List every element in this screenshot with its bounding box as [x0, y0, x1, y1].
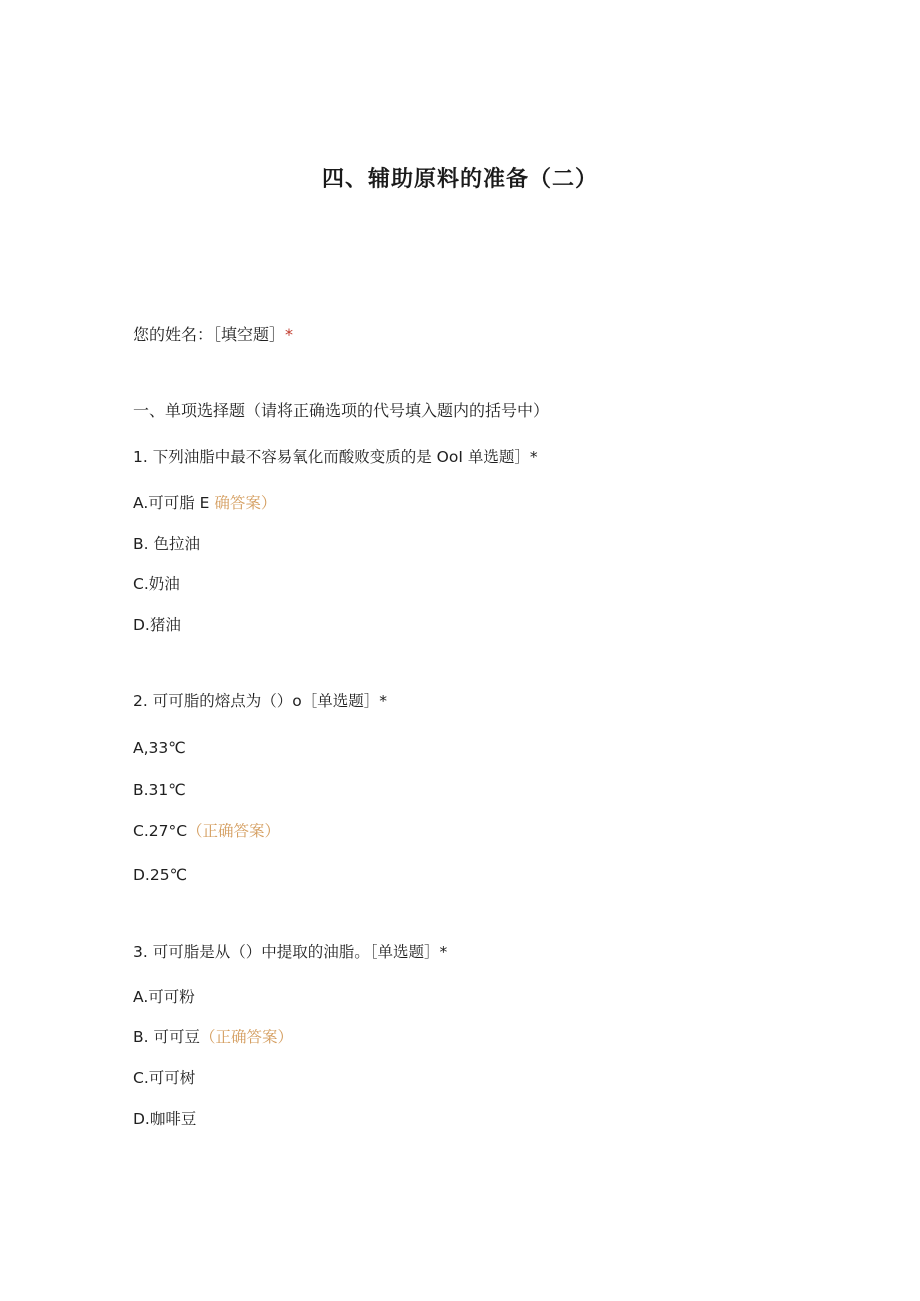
question-1-option-a: [133, 492, 276, 514]
question-1-option-b: B. 色拉油: [133, 535, 200, 553]
name-field-label: [133, 324, 293, 346]
name-field-text: 您的姓名：［填空题］: [133, 325, 286, 344]
question-3-text: 3. 可可脂是从（）中提取的油脂。［单选题］*: [133, 943, 448, 961]
question-1-text: 1. 下列油脂中最不容易氧化而酸败变质的是 OoI 单选题］*: [133, 448, 538, 466]
correct-answer-note: （正确答案）: [200, 1028, 294, 1046]
option-text: C.27°C: [133, 822, 188, 840]
required-mark: *: [285, 325, 294, 344]
correct-answer-note: 确答案）: [214, 494, 277, 512]
question-2-option-b: B.31℃: [133, 781, 186, 799]
correct-answer-note: （正确答案）: [187, 822, 281, 840]
option-text: B. 可可豆: [133, 1028, 200, 1046]
question-2-text: 2. 可可脂的熔点为（）o［单选题］*: [133, 692, 387, 710]
question-1-option-c: C.奶油: [133, 575, 180, 593]
page-title: 四、辅助原料的准备（二）: [321, 167, 598, 192]
question-2-option-c: [133, 820, 280, 842]
question-3-option-c: C.可可树: [133, 1069, 196, 1087]
question-2-option-d: D.25℃: [133, 866, 187, 884]
question-2-option-a: A,33℃: [133, 739, 186, 757]
question-3-option-a: A.可可粉: [133, 988, 195, 1006]
question-3-option-b: [133, 1026, 293, 1048]
question-1-option-d: D.猪油: [133, 616, 181, 634]
option-text: A.可可脂 E: [133, 494, 210, 512]
question-3-option-d: D.咖啡豆: [133, 1110, 197, 1128]
section-heading: 一、单项选择题（请将正确选项的代号填入题内的括号中）: [133, 401, 550, 420]
